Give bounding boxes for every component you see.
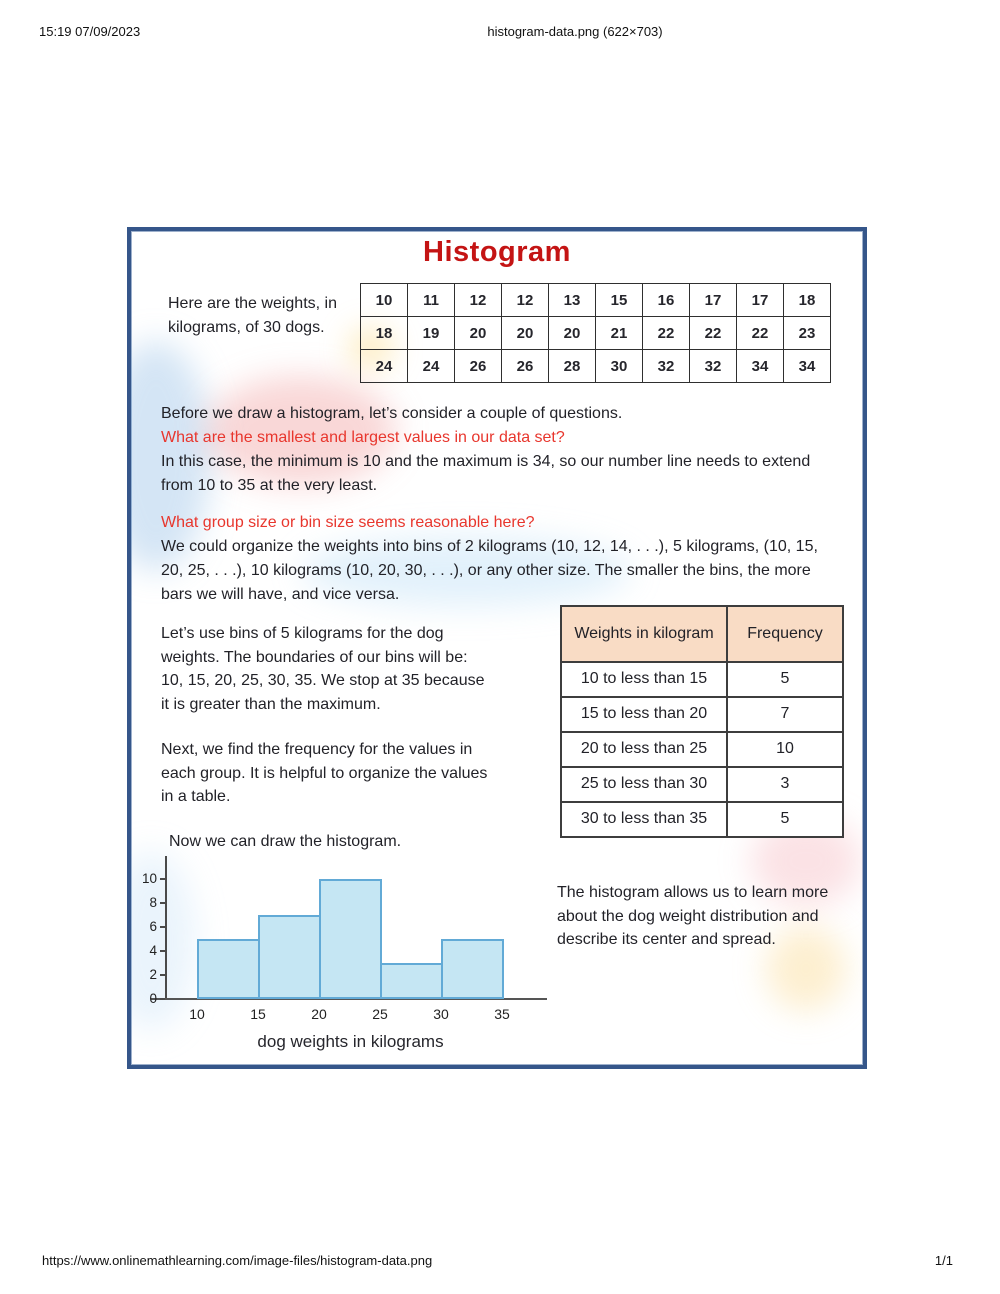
y-tick-label: 0	[149, 991, 157, 1006]
y-tick-mark	[160, 878, 165, 880]
frequency-value-cell: 7	[727, 697, 843, 732]
weight-cell: 30	[596, 350, 643, 383]
histogram-chart	[141, 859, 585, 1059]
weight-cell: 18	[784, 284, 831, 317]
histogram-lesson-image	[127, 227, 867, 1069]
weights-row	[361, 284, 831, 317]
paragraph-draw: Now we can draw the histogram.	[169, 832, 402, 850]
y-tick-mark	[160, 998, 165, 1000]
bin-label-cell: 10 to less than 15	[561, 662, 727, 697]
weight-cell: 15	[596, 284, 643, 317]
question-smallest-largest: What are the smallest and largest values in our data set?	[161, 429, 565, 446]
histogram-bar	[197, 939, 260, 999]
y-tick-mark	[160, 926, 165, 928]
frequency-row	[561, 662, 843, 697]
frequency-table	[560, 605, 844, 838]
y-tick-mark	[160, 974, 165, 976]
frequency-value-cell: 5	[727, 662, 843, 697]
weight-cell: 21	[596, 317, 643, 350]
frequency-header-weights: Weights in kilogram	[561, 606, 727, 662]
weight-cell: 22	[737, 317, 784, 350]
weight-cell: 24	[408, 350, 455, 383]
x-tick-label: 25	[372, 1006, 388, 1022]
weight-cell: 28	[549, 350, 596, 383]
y-tick-mark	[160, 950, 165, 952]
paragraph-bins: Let’s use bins of 5 kilograms for the dog weights. The boundaries of our bins will be: 10, 15, 20, 25, 30, 35. We stop at 35 because it is greater than the maximum.	[161, 625, 485, 714]
weights-row	[361, 317, 831, 350]
x-axis-label: dog weights in kilograms	[257, 1032, 444, 1051]
frequency-value-cell: 5	[727, 802, 843, 837]
weight-cell: 17	[690, 284, 737, 317]
frequency-table-body	[561, 662, 843, 837]
intro-text: Here are the weights, in kilograms, of 30 dogs.	[168, 295, 337, 336]
paragraph-frequency: Next, we find the frequency for the values in each group. It is helpful to organize the values in a table.	[161, 740, 488, 806]
question-bin-size: What group size or bin size seems reasonable here?	[161, 514, 535, 531]
y-axis-line	[165, 856, 167, 1000]
x-tick-label: 15	[250, 1006, 266, 1022]
y-tick-label: 6	[149, 919, 157, 934]
print-page-number: 1/1	[934, 1253, 953, 1268]
frequency-table-head	[561, 606, 843, 662]
frequency-row	[561, 697, 843, 732]
bin-label-cell: 25 to less than 30	[561, 767, 727, 802]
weight-cell: 20	[549, 317, 596, 350]
dog-weights-table-body	[361, 284, 831, 383]
weight-cell: 32	[690, 350, 737, 383]
bin-label-cell: 20 to less than 25	[561, 732, 727, 767]
x-tick-label: 20	[311, 1006, 327, 1022]
weight-cell: 32	[643, 350, 690, 383]
histogram-bar	[380, 963, 443, 999]
print-timestamp: 15:19 07/09/2023	[39, 24, 141, 39]
lesson-title: Histogram	[423, 236, 571, 268]
y-tick-mark	[160, 902, 165, 904]
frequency-header-row	[561, 606, 843, 662]
weight-cell: 26	[455, 350, 502, 383]
frequency-value-cell: 3	[727, 767, 843, 802]
spacer	[161, 498, 839, 511]
weight-cell: 18	[361, 317, 408, 350]
y-tick-label: 2	[149, 967, 157, 982]
print-document-title: histogram-data.png (622×703)	[487, 24, 663, 39]
weight-cell: 20	[455, 317, 502, 350]
weight-cell: 16	[643, 284, 690, 317]
answer-bin-size: We could organize the weights into bins of 2 kilograms (10, 12, 14, . . .), 5 kilograms, (10, 15, 20, 25, . . .), 10 kilograms (10, 20, 30, . . .), or any other size. The smaller the bins, the more bars we will have, and vice versa.	[161, 538, 818, 603]
weight-cell: 20	[502, 317, 549, 350]
weight-cell: 13	[549, 284, 596, 317]
bin-label-cell: 15 to less than 20	[561, 697, 727, 732]
print-source-url: https://www.onlinemathlearning.com/image-files/histogram-data.png	[42, 1253, 433, 1268]
explanation-block	[161, 622, 493, 854]
weights-row	[361, 350, 831, 383]
x-tick-label: 10	[189, 1006, 205, 1022]
histogram-bar	[258, 915, 321, 999]
weight-cell: 11	[408, 284, 455, 317]
y-tick-label: 10	[141, 871, 157, 886]
weight-cell: 19	[408, 317, 455, 350]
weight-cell: 24	[361, 350, 408, 383]
x-tick-label: 35	[494, 1006, 510, 1022]
frequency-header-frequency: Frequency	[727, 606, 843, 662]
weight-cell: 17	[737, 284, 784, 317]
histogram-bar	[441, 939, 504, 999]
weight-cell: 26	[502, 350, 549, 383]
paragraph-before: Before we draw a histogram, let’s consider a couple of questions.	[161, 405, 623, 422]
y-tick-label: 8	[149, 895, 157, 910]
x-tick-label: 30	[433, 1006, 449, 1022]
conclusion-text: The histogram allows us to learn more about the dog weight distribution and describe its center and spread.	[557, 884, 829, 949]
weight-cell: 12	[502, 284, 549, 317]
weight-cell: 34	[737, 350, 784, 383]
weight-cell: 12	[455, 284, 502, 317]
frequency-value-cell: 10	[727, 732, 843, 767]
y-tick-label: 4	[149, 943, 157, 958]
frequency-row	[561, 802, 843, 837]
histogram-bar	[319, 879, 382, 999]
weight-cell: 22	[643, 317, 690, 350]
weight-cell: 34	[784, 350, 831, 383]
frequency-row	[561, 767, 843, 802]
questions-block	[161, 402, 839, 607]
weight-cell: 22	[690, 317, 737, 350]
frequency-row	[561, 732, 843, 767]
weight-cell: 23	[784, 317, 831, 350]
bin-label-cell: 30 to less than 35	[561, 802, 727, 837]
answer-min-max: In this case, the minimum is 10 and the maximum is 34, so our number line needs to extend from 10 to 35 at the very least.	[161, 453, 811, 494]
weight-cell: 10	[361, 284, 408, 317]
dog-weights-table	[360, 283, 831, 383]
